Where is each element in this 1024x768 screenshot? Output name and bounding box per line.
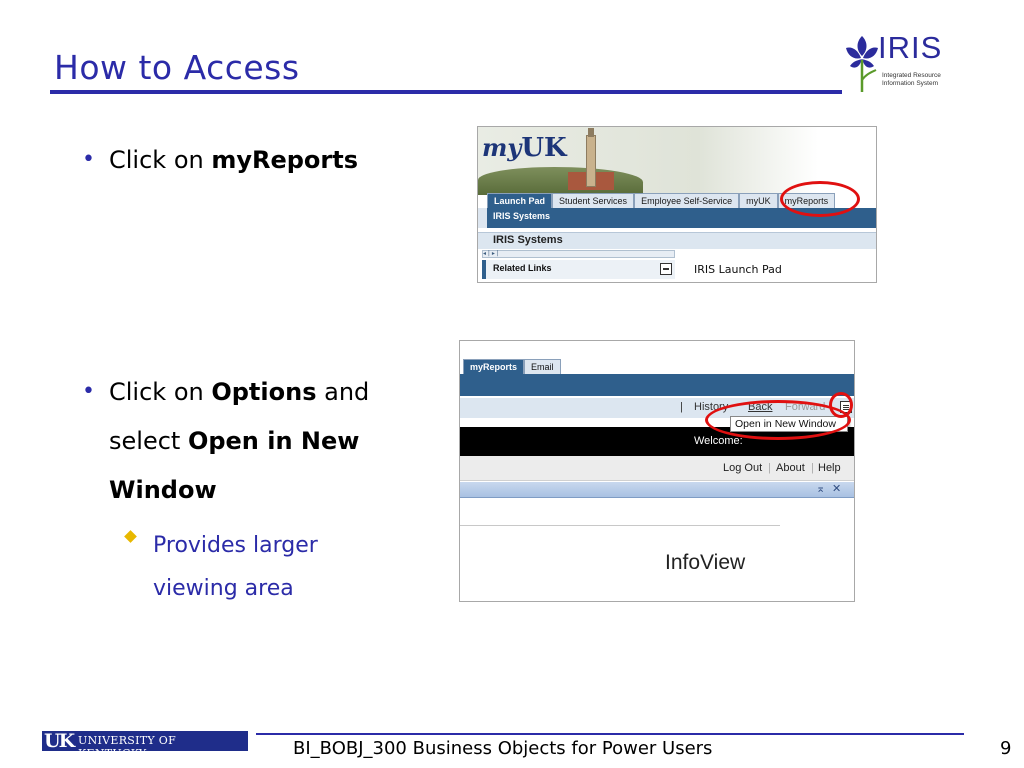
history-link[interactable]: History xyxy=(694,401,729,413)
iris-systems-header xyxy=(478,232,877,249)
tab-student-services[interactable]: Student Services xyxy=(552,193,634,208)
infoview-title: InfoView xyxy=(665,551,746,574)
slide-title: How to Access xyxy=(54,48,300,87)
close-icon[interactable]: ✕ xyxy=(832,482,842,495)
bullet-2-bold-window: Window xyxy=(109,476,217,504)
infoview-screenshot xyxy=(459,340,855,602)
sub-bullet xyxy=(153,524,318,610)
sub-bullet-line2: viewing area xyxy=(153,576,294,601)
footer-rule xyxy=(256,733,964,735)
bullet-2-prefix: Click on xyxy=(109,378,212,406)
bullet-2 xyxy=(82,368,370,515)
myuk-logo: myUK xyxy=(482,133,567,163)
portal-title-bar xyxy=(460,482,855,498)
diamond-bullet-icon xyxy=(124,530,137,543)
header-links: Log Out | About | Help xyxy=(460,456,855,481)
divider xyxy=(460,525,780,526)
forward-link[interactable]: Forward xyxy=(785,401,826,413)
related-links-label: Related Links xyxy=(493,263,552,273)
log-out-link[interactable]: Log Out xyxy=(723,462,763,474)
tab-myreports[interactable]: myReports xyxy=(778,193,836,208)
open-in-new-window-menu-item[interactable]: Open in New Window xyxy=(730,416,848,432)
page-number: 9 xyxy=(1000,738,1012,759)
iris-systems-title: IRIS Systems xyxy=(493,234,563,246)
about-link[interactable]: About xyxy=(776,462,805,474)
iris-launch-pad-title: IRIS Launch Pad xyxy=(694,263,782,276)
tower-image xyxy=(586,135,596,187)
infoview-tabs xyxy=(463,359,561,374)
uk-mark: UK xyxy=(44,730,74,752)
iris-flower-icon xyxy=(842,32,882,94)
bullet-1-prefix: Click on xyxy=(109,146,212,174)
pager-control[interactable]: ◂ | ▸ | xyxy=(482,250,675,258)
iris-wordmark: IRIS xyxy=(878,30,943,65)
sub-bullet-line1: Provides larger xyxy=(153,533,318,558)
bullet-2-line2-prefix: select xyxy=(109,427,188,455)
back-link[interactable]: Back xyxy=(748,401,773,413)
tab-myreports[interactable]: myReports xyxy=(463,359,524,374)
tab-launch-pad[interactable]: Launch Pad xyxy=(487,193,552,208)
title-underline xyxy=(50,90,842,94)
iris-subtitle-1: Integrated Resource xyxy=(882,72,941,79)
footer-text: BI_BOBJ_300 Business Objects for Power Users xyxy=(293,738,713,759)
bullet-dot-icon: • xyxy=(82,379,95,404)
help-link[interactable]: Help xyxy=(818,462,841,474)
myreports-highlight-circle xyxy=(780,181,860,217)
welcome-text: Welcome: xyxy=(694,435,743,447)
bullet-1-bold: myReports xyxy=(211,146,359,174)
bullet-2-bold-options: Options xyxy=(211,378,317,406)
related-links-panel xyxy=(482,260,675,279)
minimize-icon[interactable]: ⌅ xyxy=(816,482,826,495)
university-of-kentucky-logo xyxy=(42,730,248,760)
tab-employee-self-service[interactable]: Employee Self-Service xyxy=(634,193,739,208)
collapse-icon[interactable] xyxy=(660,263,672,275)
portal-bar xyxy=(460,374,855,396)
bullet-2-bold-open: Open in New xyxy=(187,427,360,455)
uk-name: UNIVERSITY OF KENTUCKY xyxy=(78,734,177,760)
bullet-dot-icon: • xyxy=(82,147,95,172)
tab-myuk[interactable]: myUK xyxy=(739,193,778,208)
history-separator: | xyxy=(680,401,683,413)
bullet-2-middle: and xyxy=(316,378,370,406)
tab-email[interactable]: Email xyxy=(524,359,561,374)
iris-logo xyxy=(842,30,952,96)
options-highlight xyxy=(829,392,853,418)
iris-systems-sublink[interactable]: IRIS Systems xyxy=(493,211,551,221)
bullet-1 xyxy=(82,136,359,185)
iris-subtitle-2: Information System xyxy=(882,80,938,87)
